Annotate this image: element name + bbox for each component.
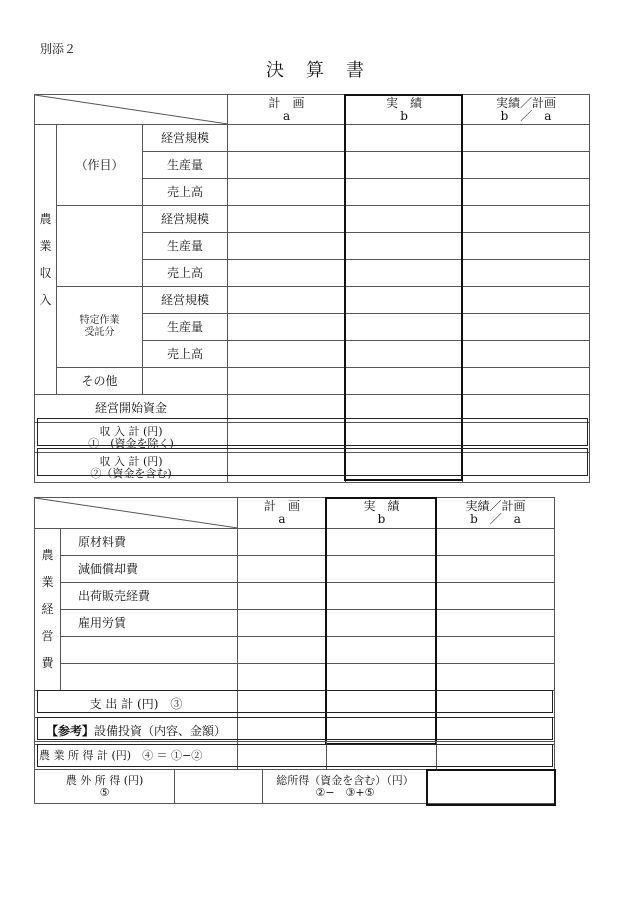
row-label-sales: 売上高	[143, 260, 228, 287]
input-cell[interactable]	[228, 423, 346, 453]
input-cell[interactable]	[463, 341, 590, 368]
crop-label-blank[interactable]	[57, 206, 143, 287]
input-cell[interactable]	[228, 233, 346, 260]
input-cell[interactable]	[238, 610, 327, 637]
reference-investment-label: 【参考】設備投資（内容、金額）	[35, 718, 238, 745]
input-cell[interactable]	[346, 395, 463, 423]
input-cell[interactable]	[228, 341, 346, 368]
input-cell[interactable]	[463, 423, 590, 453]
input-cell[interactable]	[463, 233, 590, 260]
farm-income-total-label: 農 業 所 得 計 (円) ④ ＝ ①−②	[35, 742, 238, 770]
input-cell[interactable]	[463, 125, 590, 152]
input-cell[interactable]	[463, 152, 590, 179]
input-cell[interactable]	[238, 664, 327, 691]
ratio-header: 実績／計画 b ／ a	[437, 498, 555, 529]
contract-work-label: 特定作業 受託分	[57, 287, 143, 368]
plan-header: 計 画 a	[238, 498, 327, 529]
crop-label: （作目）	[57, 125, 143, 206]
input-cell[interactable]	[437, 529, 555, 556]
input-cell[interactable]	[437, 610, 555, 637]
farm-income-group-label: 農 業 収 入	[35, 125, 57, 395]
input-cell[interactable]	[346, 125, 463, 152]
total-income-table	[34, 769, 555, 804]
input-cell[interactable]	[346, 341, 463, 368]
attachment-label: 別添２	[40, 42, 77, 56]
income-total-excl-funds-label: 収 入 計 (円) ① (資金を除く)	[35, 423, 228, 453]
input-cell[interactable]	[463, 368, 590, 395]
row-label-sales: 売上高	[143, 179, 228, 206]
input-cell[interactable]	[228, 453, 346, 483]
actual-header: 実 績 b	[327, 498, 437, 529]
input-cell[interactable]	[346, 423, 463, 453]
input-cell[interactable]	[238, 742, 327, 770]
input-cell[interactable]	[228, 206, 346, 233]
input-cell[interactable]	[463, 453, 590, 483]
input-cell[interactable]	[228, 368, 346, 395]
input-cell[interactable]	[463, 206, 590, 233]
input-cell[interactable]	[346, 453, 463, 483]
input-cell[interactable]	[428, 770, 555, 804]
input-cell[interactable]	[346, 152, 463, 179]
input-cell[interactable]	[238, 556, 327, 583]
input-cell[interactable]	[238, 691, 327, 718]
input-cell[interactable]	[143, 368, 228, 395]
input-cell[interactable]	[437, 556, 555, 583]
input-cell[interactable]	[228, 314, 346, 341]
row-label-depreciation: 減価償却費	[61, 556, 238, 583]
input-cell[interactable]	[437, 742, 555, 770]
row-label-sales: 売上高	[143, 341, 228, 368]
row-label-scale: 経営規模	[143, 206, 228, 233]
input-cell[interactable]	[346, 233, 463, 260]
input-cell[interactable]	[437, 637, 555, 664]
input-cell[interactable]	[61, 664, 238, 691]
row-label-production: 生産量	[143, 233, 228, 260]
input-cell[interactable]	[463, 179, 590, 206]
input-cell[interactable]	[61, 637, 238, 664]
input-cell[interactable]	[346, 260, 463, 287]
actual-header: 実 績 b	[346, 95, 463, 125]
ratio-header: 実績／計画 b ／ a	[463, 95, 590, 125]
input-cell[interactable]	[228, 179, 346, 206]
other-label: その他	[57, 368, 143, 395]
input-cell[interactable]	[175, 770, 263, 804]
input-cell[interactable]	[238, 583, 327, 610]
input-cell[interactable]	[437, 583, 555, 610]
input-cell[interactable]	[346, 206, 463, 233]
input-cell[interactable]	[327, 583, 437, 610]
input-cell[interactable]	[228, 260, 346, 287]
input-cell[interactable]	[228, 287, 346, 314]
input-cell[interactable]	[327, 691, 437, 718]
input-cell[interactable]	[437, 691, 555, 718]
expense-total-label: 支 出 計 (円) ③	[35, 691, 238, 718]
farm-expense-group-label: 農 業 経 営 費	[35, 529, 61, 691]
input-cell[interactable]	[463, 314, 590, 341]
diagonal-line	[35, 498, 238, 528]
diagonal-line	[35, 95, 228, 124]
input-cell[interactable]	[346, 179, 463, 206]
input-cell[interactable]	[228, 395, 346, 423]
input-cell[interactable]	[327, 610, 437, 637]
row-label-production: 生産量	[143, 152, 228, 179]
row-label-scale: 経営規模	[143, 287, 228, 314]
total-income-label: 総所得（資金を含む）（円） ②− ③+⑤	[263, 770, 428, 804]
diagonal-header-cell	[35, 95, 228, 125]
diagonal-header-cell	[35, 498, 238, 529]
input-cell[interactable]	[228, 152, 346, 179]
input-cell[interactable]	[437, 664, 555, 691]
input-cell[interactable]	[346, 287, 463, 314]
input-cell[interactable]	[327, 742, 437, 770]
off-farm-income-label: 農 外 所 得 (円) ⑤	[35, 770, 175, 804]
input-cell[interactable]	[346, 368, 463, 395]
input-cell[interactable]	[327, 637, 437, 664]
input-cell[interactable]	[463, 287, 590, 314]
income-table	[34, 94, 590, 483]
input-cell[interactable]	[327, 664, 437, 691]
row-label-materials: 原材料費	[61, 529, 238, 556]
startup-funds-label: 経営開始資金	[35, 395, 228, 423]
input-cell[interactable]	[346, 314, 463, 341]
input-cell[interactable]	[463, 395, 590, 423]
input-cell[interactable]	[327, 556, 437, 583]
input-cell[interactable]	[228, 125, 346, 152]
document-title: 決算書	[266, 60, 386, 81]
farm-income-table	[34, 741, 555, 770]
row-label-shipping: 出荷販売経費	[61, 583, 238, 610]
row-label-scale: 経営規模	[143, 125, 228, 152]
input-cell[interactable]	[238, 529, 327, 556]
row-label-labor: 雇用労賃	[61, 610, 238, 637]
input-cell[interactable]	[463, 260, 590, 287]
row-label-production: 生産量	[143, 314, 228, 341]
input-cell[interactable]	[238, 637, 327, 664]
plan-header: 計 画 a	[228, 95, 346, 125]
income-total-incl-funds-label: 収 入 計 (円) ②（資金を含む)	[35, 453, 228, 483]
expense-table	[34, 497, 555, 745]
input-cell[interactable]	[327, 529, 437, 556]
